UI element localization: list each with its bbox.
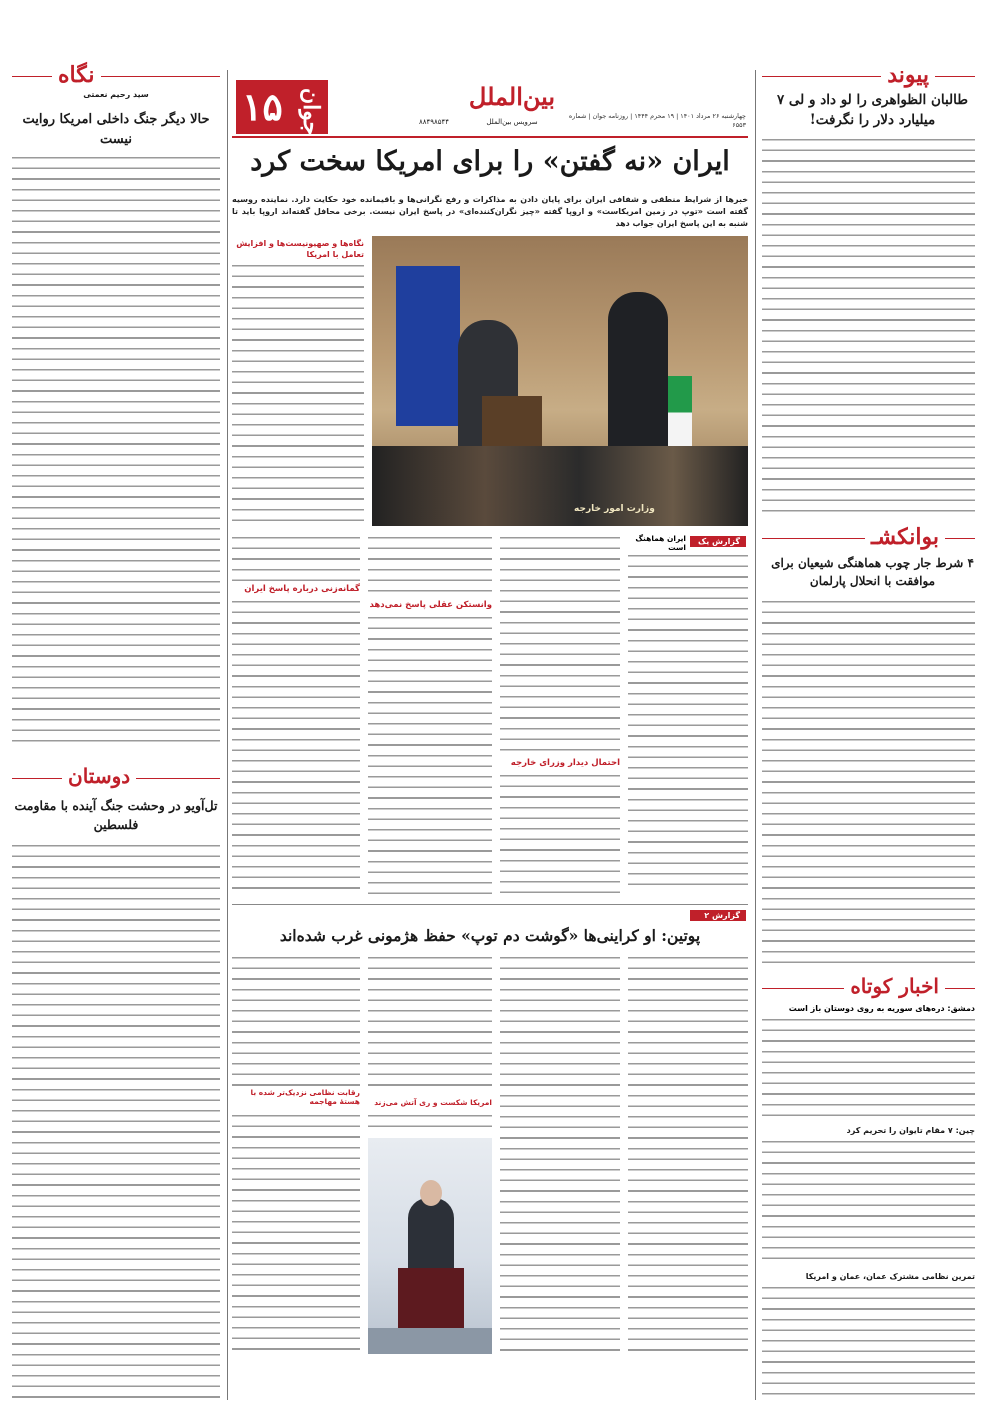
secondary-headline: پوتین: او کراینی‌ها «گوشت دم توپ» حفظ هژمونی غرب شده‌اند [279,926,701,945]
main-photo [372,236,748,526]
subheading: نگاه‌ها و صهیونیست‌ها و افزایش تعامل با امریکا [236,239,364,259]
article-body [500,954,620,1354]
article-body [232,1112,360,1354]
subheading: احتمال دیدار وزرای خارجه [510,758,620,768]
section-title-vakonesh: بوانکشـ [865,524,945,550]
subheading: ایران هماهنگ است [635,534,686,552]
article-body [232,954,360,1086]
article-body [628,954,748,1354]
article-headline: ۴ شرط جار چوب هماهنگی شیعیان برای موافقت با انحلال پارلمان [771,556,974,588]
section-title-negah: نگاه [52,62,101,88]
left-column [12,62,220,1402]
article-body [762,136,975,518]
right-column [762,62,975,1402]
author-name: سید رحیم نعمتی [83,90,149,99]
section-title-briefs: اخبار کوتاه [844,974,945,998]
article-body [12,842,220,1402]
brief-headline: تمرین نظامی مشترک عمان، عمان و امریکا [805,1272,975,1281]
article-body [368,534,492,598]
article-headline: حالا دیگر جنگ داخلی امریکا روایت نیست [22,112,210,147]
article-body [500,534,620,754]
brief-headline: چین: ۷ مقام تایوان را تحریم کرد [846,1126,975,1135]
section-logo: بین‌الملل [468,82,556,111]
masthead [232,78,748,136]
anniversary-logo [236,80,328,134]
article-body [500,772,620,894]
floor [368,1328,492,1354]
sub-caption [500,1374,748,1375]
report-tag: گزارش ۲ [690,910,746,921]
brief-body [762,1016,975,1124]
dateline: چهارشنبه ۲۶ مرداد ۱۴۰۱ | ۱۹ محرم ۱۴۴۴ | روزنامه جوان | شماره ۶۵۵۳ [568,112,746,129]
article-body [12,154,220,748]
subheading: امریکا شکست و ری آتش می‌زند [374,1098,492,1107]
article-body [368,1112,492,1134]
main-lead: خبرها از شرایط منطقی و شفافی ایران برای پایان دادن به مذاکرات و رفع نگرانی‌ها و باقیمانده خود حکایت دارد. نماینده روسیه گفته است «توپ در زمین امریکاست» و اروپا گفته «چیز نگران‌کننده‌ای» در پاسخ ایران نیست. برخی محافل گفته‌اند اروپا باید تا شنبه به این پاسخ ایران جواب دهد [232,195,748,228]
anniversary-number: ۱۵ [242,84,283,129]
article-body [762,598,975,966]
subheading: وانستکن عقلی پاسخ نمی‌دهد [369,600,492,610]
subheading: گمانه‌زنی درباره پاسخ ایران [244,584,360,594]
main-headline: ایران «نه گفتن» را برای امریکا سخت کرد [250,146,730,177]
article-body [232,598,360,894]
article-body [232,262,364,526]
brief-headline: دمشق: دره‌های سوریه به روی دوستان باز است [788,1004,975,1013]
article-headline: طالبان الظواهری را لو داد و لی ۷ میلیارد دلار را نگرفت! [776,92,969,128]
brief-body [762,1284,975,1402]
service-name: سرویس بین‌الملل [486,118,538,126]
putin-photo [368,1138,492,1354]
article-body [628,552,748,894]
photo-caption: وزارت امور خارجه [574,504,655,514]
lectern [398,1268,464,1328]
article-headline: تل‌آویو در وحشت جنگ آینده با مقاومت فلسطین [14,798,218,832]
crowd [372,446,748,526]
phone-number: ۸۸۴۹۸۵۴۴ [418,118,450,126]
report-tag: گزارش یک [690,536,746,547]
section-title-doostan: دوستان [62,764,136,788]
paper-logo: جوان [298,88,324,136]
flag-eu [396,266,460,426]
section-title-peyvand: پیوند [881,62,935,88]
speaker-face [420,1180,442,1206]
article-body [232,534,360,582]
subheading: رقابت نظامی نزدیک‌تر شده با هستهٔ مهاجمه [250,1088,360,1106]
brief-body [762,1138,975,1268]
article-body [368,614,492,894]
article-body [368,954,492,1094]
